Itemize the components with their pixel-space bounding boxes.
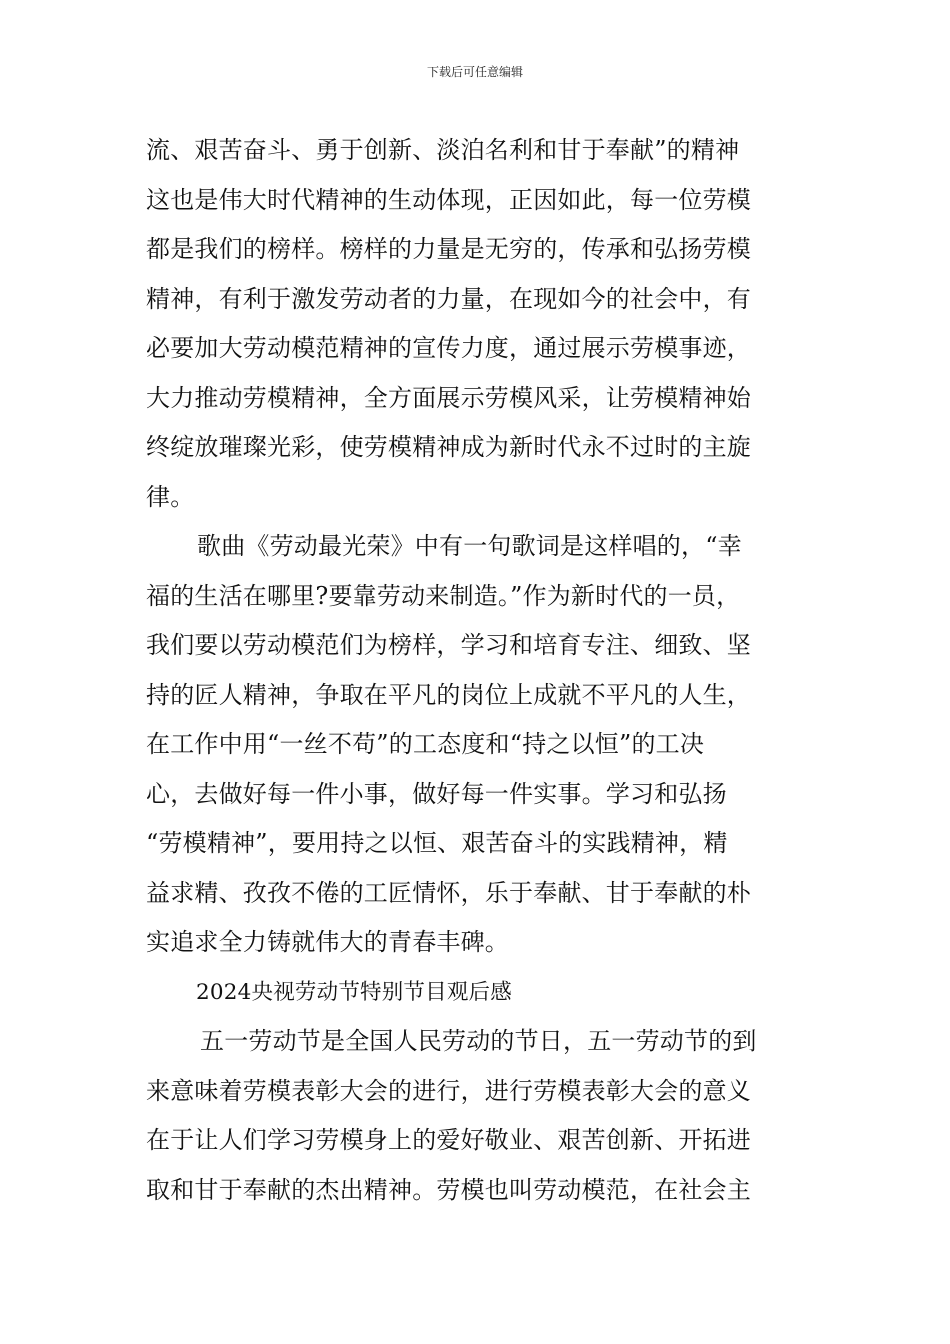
text-line: 歌曲《劳动最光荣》中有一句歌词是这样唱的，“幸 — [197, 532, 742, 560]
text-line: 都是我们的榜样。榜样的力量是无穷的，传承和弘扬劳模 — [146, 235, 751, 263]
text-line: 终绽放璀璨光彩，使劳模精神成为新时代永不过时的主旋 — [146, 433, 751, 461]
text-line: 我们要以劳动模范们为榜样，学习和培育专注、细致、坚 — [146, 631, 751, 659]
paragraph-1 — [146, 126, 806, 522]
document-body — [146, 126, 806, 1215]
paragraph-3 — [146, 1017, 806, 1215]
text-line: 大力推动劳模精神，全方面展示劳模风采，让劳模精神始 — [146, 383, 751, 412]
text-line: 福的生活在哪里?要靠劳动来制造。”作为新时代的一员， — [146, 581, 741, 610]
heading-text: 2024央视劳动节特别节目观后感 — [196, 979, 512, 1005]
page-header-note: 下载后可任意编辑 — [426, 65, 523, 79]
text-line: 这也是伟大时代精神的生动体现，正因如此，每一位劳模 — [146, 185, 751, 214]
text-line: 来意味着劳模表彰大会的进行，进行劳模表彰大会的意义 — [146, 1076, 751, 1105]
paragraph-2 — [146, 522, 806, 968]
text-line: 益求精、孜孜不倦的工匠情怀，乐于奉献、甘于奉献的朴 — [146, 878, 751, 907]
text-line: 必要加大劳动模范精神的宣传力度，通过展示劳模事迹， — [146, 334, 751, 362]
text-line: 取和甘于奉献的杰出精神。劳模也叫劳动模范，在社会主 — [146, 1175, 751, 1204]
text-line: 在于让人们学习劳模身上的爱好敬业、艰苦创新、开拓进 — [146, 1126, 751, 1154]
text-line: 持的匠人精神，争取在平凡的岗位上成就不平凡的人生， — [146, 680, 751, 709]
text-line: 实追求全力铸就伟大的青春丰碑。 — [146, 928, 509, 956]
text-line: 五一劳动节是全国人民劳动的节日，五一劳动节的到 — [200, 1027, 757, 1055]
text-line: 精神，有利于激发劳动者的力量，在现如今的社会中，有 — [146, 284, 751, 313]
text-line: “劳模精神”，要用持之以恒、艰苦奋斗的实践精神，精 — [146, 829, 728, 857]
text-line: 流、艰苦奋斗、勇于创新、淡泊名利和甘于奉献”的精神 — [146, 136, 740, 164]
text-line: 心，去做好每一件小事，做好每一件实事。学习和弘扬 — [146, 779, 727, 808]
text-line: 在工作中用“一丝不苟”的工态度和“持之以恒”的工决 — [146, 730, 705, 758]
text-line: 律。 — [146, 482, 195, 511]
section-heading — [146, 968, 806, 1018]
